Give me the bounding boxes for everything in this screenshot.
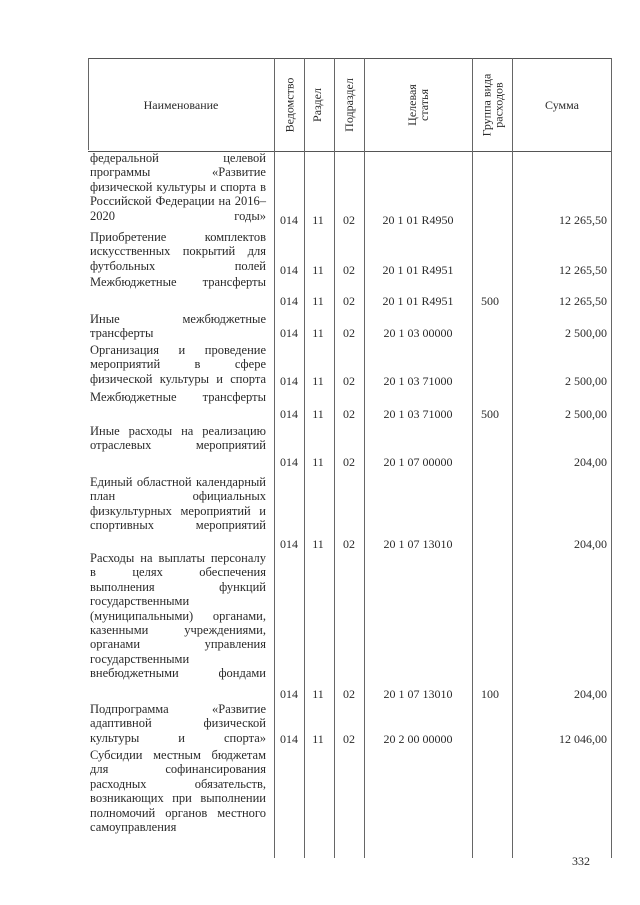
row-podrazdel: 02 [343,263,355,277]
row-name: Межбюджетные трансферты [90,390,266,404]
table-row [88,275,612,308]
row-celevaya: 20 1 03 71000 [383,374,453,388]
row-summa: 204,00 [574,455,607,469]
header-razdel: Раздел [310,88,325,122]
row-celevaya: 20 1 07 00000 [383,455,453,469]
row-celevaya: 20 1 01 R4950 [382,213,454,227]
header-gruppa: Группа вида расходов [479,73,505,137]
row-gruppa: 500 [481,294,499,308]
row-ved: 014 [280,687,298,701]
row-ved: 014 [280,326,298,340]
row-razdel: 11 [312,263,324,277]
table-row [88,230,612,277]
row-podrazdel: 02 [343,455,355,469]
row-ved: 014 [280,294,298,308]
row-celevaya: 20 1 03 71000 [383,407,453,421]
row-summa: 204,00 [574,687,607,701]
table-row [88,424,612,472]
header-name: Наименование [143,97,219,112]
row-podrazdel: 02 [343,732,355,746]
row-podrazdel: 02 [343,537,355,551]
row-ved: 014 [280,537,298,551]
row-ved: 014 [280,732,298,746]
row-podrazdel: 02 [343,374,355,388]
row-summa: 12 265,50 [559,263,607,277]
row-name: Межбюджетные трансферты [90,275,266,289]
row-name: Приобретение комплектов искусственных покрытий для футбольных полей [90,230,266,273]
row-razdel: 11 [312,407,324,421]
row-podrazdel: 02 [343,294,355,308]
table-row [88,475,612,551]
row-celevaya: 20 2 00 00000 [383,732,453,746]
row-celevaya: 20 1 01 R4951 [382,263,454,277]
row-gruppa: 100 [481,687,499,701]
row-celevaya: 20 1 01 R4951 [382,294,454,308]
row-summa: 12 046,00 [559,732,607,746]
row-name: Иные расходы на реализацию отраслевых мероприятий [90,424,266,453]
table-row [88,312,612,342]
row-ved: 014 [280,263,298,277]
row-name: Подпрограмма «Развитие адаптивной физической культуры и спорта» [90,702,266,745]
row-gruppa: 500 [481,407,499,421]
table-row [88,390,612,420]
row-celevaya: 20 1 03 00000 [383,326,453,340]
row-razdel: 11 [312,294,324,308]
header-celevaya: Целевая статья [404,84,431,126]
row-summa: 2 500,00 [565,374,607,388]
row-celevaya: 20 1 07 13010 [383,687,453,701]
row-razdel: 11 [312,326,324,340]
row-ved: 014 [280,213,298,227]
grid-line [88,58,89,150]
row-name: Расходы на выплаты персоналу в целях обеспечения выполнения функций государственными (муниципальными) органами, казенными учреждениями, органами управления государственными внебюджетными фондами [90,551,266,681]
table-row [88,151,612,231]
row-podrazdel: 02 [343,407,355,421]
row-razdel: 11 [312,213,324,227]
table-header [88,58,612,152]
row-summa: 2 500,00 [565,407,607,421]
table-row [88,748,612,848]
row-name: Иные межбюджетные трансферты [90,312,266,341]
row-summa: 204,00 [574,537,607,551]
row-name: Организация и проведение мероприятий в сфере физической культуры и спорта [90,343,266,386]
row-ved: 014 [280,407,298,421]
row-razdel: 11 [312,687,324,701]
header-ved: Ведомство [282,77,297,133]
row-razdel: 11 [312,374,324,388]
row-ved: 014 [280,455,298,469]
table-row [88,702,612,746]
header-podrazdel: Подраздел [342,78,357,132]
table-row [88,343,612,389]
page-number: 332 [572,854,590,868]
row-razdel: 11 [312,455,324,469]
row-name: федеральной целевой программы «Развитие физической культуры и спорта в Российской Федерации на 2016–2020 годы» [90,151,266,223]
row-name: Субсидии местным бюджетам для софинансирования расходных обязательств, возникающих при выполнении полномочий органов местного самоуправления [90,748,266,835]
row-razdel: 11 [312,537,324,551]
row-podrazdel: 02 [343,687,355,701]
row-name: Единый областной календарный план официальных физкультурных мероприятий и спортивных мероприятий [90,475,266,533]
row-celevaya: 20 1 07 13010 [383,537,453,551]
header-summa: Сумма [545,97,579,112]
row-podrazdel: 02 [343,326,355,340]
row-summa: 12 265,50 [559,294,607,308]
row-summa: 12 265,50 [559,213,607,227]
table-row [88,551,612,701]
row-summa: 2 500,00 [565,326,607,340]
row-podrazdel: 02 [343,213,355,227]
row-razdel: 11 [312,732,324,746]
row-ved: 014 [280,374,298,388]
